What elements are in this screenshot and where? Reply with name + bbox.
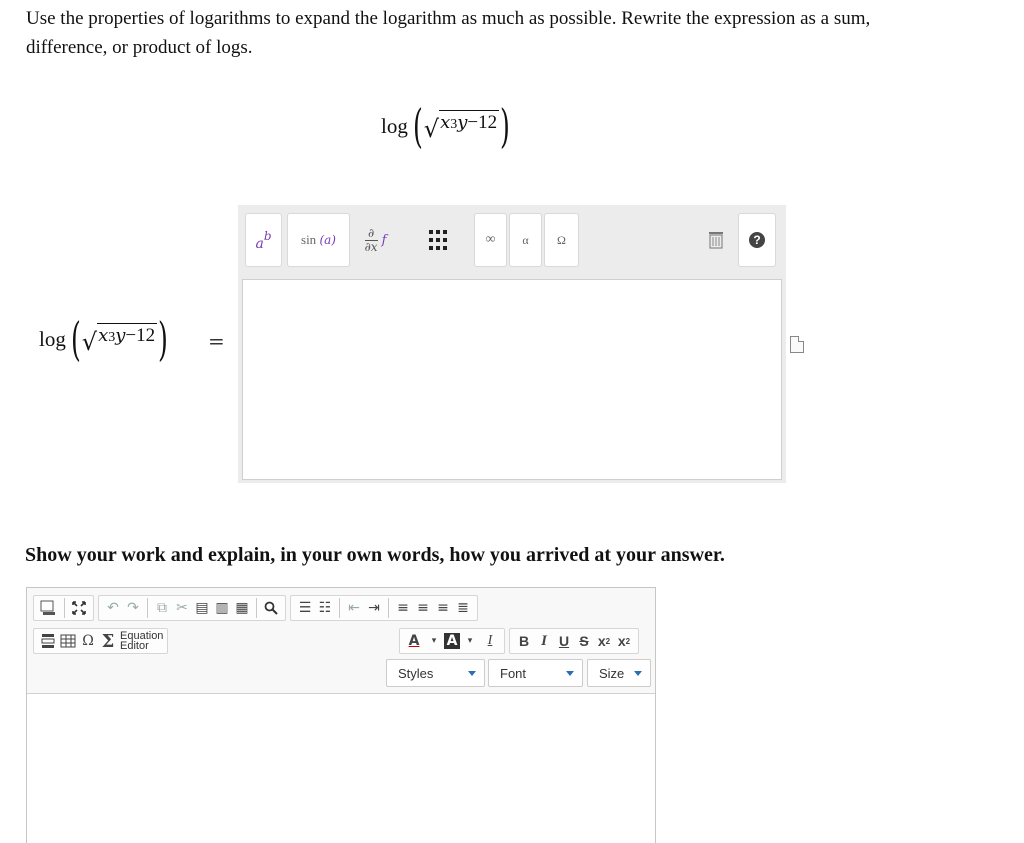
paragraph-group <box>290 595 478 621</box>
radicand-constant: −12 <box>467 112 498 133</box>
chevron-down-icon <box>634 671 642 676</box>
alpha-symbol: α <box>522 232 529 247</box>
size-label: Size <box>599 665 625 681</box>
matrix-icon <box>428 229 448 251</box>
power-exp: b <box>263 229 272 243</box>
edit-group <box>98 595 286 621</box>
superscript-x: x <box>617 633 626 649</box>
math-answer-input[interactable] <box>242 279 782 480</box>
log-function: log <box>39 326 66 351</box>
bulleted-list-icon[interactable]: ☷ <box>318 600 332 616</box>
undo-icon[interactable]: ↶ <box>107 600 119 616</box>
divider <box>147 598 148 618</box>
divider <box>64 598 65 618</box>
radicand <box>97 323 157 347</box>
sqrt-icon: √ <box>423 115 440 143</box>
insert-group <box>33 628 168 654</box>
chevron-down-icon <box>468 671 476 676</box>
toolbar-row-2-right <box>399 626 643 656</box>
radicand <box>439 110 499 134</box>
math-toolbar <box>238 205 786 275</box>
numbered-list-icon[interactable]: ☰ <box>298 600 312 616</box>
font-dropdown[interactable] <box>488 659 583 687</box>
equation-label-line2: Editor <box>120 640 149 652</box>
clear-button[interactable] <box>699 213 733 267</box>
divider <box>256 598 257 618</box>
divider <box>339 598 340 618</box>
italic-button[interactable]: I <box>541 632 547 649</box>
special-block-icon[interactable] <box>38 630 58 652</box>
math-input-panel <box>238 205 786 483</box>
underline-button[interactable]: U <box>558 633 570 649</box>
toolbar-row-1 <box>33 593 482 623</box>
radicand-constant: −12 <box>125 325 156 346</box>
styles-dropdown[interactable] <box>386 659 485 687</box>
toolbar-row-2 <box>33 626 172 656</box>
size-dropdown[interactable] <box>587 659 651 687</box>
equation-editor-label[interactable] <box>118 631 163 651</box>
deriv-function: f <box>381 232 387 248</box>
source-icon[interactable] <box>38 597 60 619</box>
omega-symbol: Ω <box>557 232 566 247</box>
clear-format-button[interactable]: I <box>487 633 493 648</box>
chevron-down-icon <box>566 671 574 676</box>
equation-label-line1: Equation <box>120 630 164 642</box>
editor-content-area[interactable] <box>27 695 655 843</box>
power-button[interactable] <box>245 213 282 267</box>
radicand-base: x <box>440 112 451 133</box>
superscript-button[interactable]: x 2 <box>617 633 631 649</box>
radicand-base: x <box>98 325 109 346</box>
given-expression <box>381 99 511 153</box>
paste-word-icon[interactable]: ▦ <box>235 600 249 616</box>
trash-icon <box>708 231 724 249</box>
indent-icon[interactable]: ⇥ <box>368 600 380 616</box>
derivative-button[interactable] <box>353 213 398 267</box>
deriv-numerator: ∂ <box>367 225 375 240</box>
source-group <box>33 595 94 621</box>
radicand-var: y <box>457 112 468 133</box>
equation-editor-button[interactable]: Σ <box>101 630 115 652</box>
derivative-fraction <box>365 227 378 254</box>
greek-lower-button[interactable] <box>509 213 542 267</box>
document-icon[interactable] <box>790 336 804 353</box>
bg-color-dropdown-icon[interactable]: ▾ <box>467 636 473 646</box>
help-icon: ? <box>749 232 765 248</box>
outdent-icon[interactable]: ⇤ <box>348 600 360 616</box>
answer-left-side <box>39 312 169 366</box>
right-paren: ) <box>158 312 169 366</box>
infinity-button[interactable] <box>474 213 507 267</box>
sin-label: sin <box>301 232 317 247</box>
find-icon[interactable] <box>261 597 281 619</box>
font-label: Font <box>500 665 527 681</box>
deriv-denominator: ∂x <box>364 239 378 254</box>
left-paren: ( <box>412 99 423 153</box>
bg-color-button[interactable]: A <box>444 633 460 649</box>
sqrt-icon: √ <box>81 328 98 356</box>
sin-arg: (a) <box>319 233 336 247</box>
align-left-icon[interactable]: ≡ <box>397 600 409 616</box>
paste-icon[interactable]: ▤ <box>195 600 209 616</box>
table-icon[interactable] <box>58 630 78 652</box>
subscript-x: x <box>597 633 606 649</box>
special-char-button[interactable]: Ω <box>82 633 94 649</box>
left-paren: ( <box>70 312 81 366</box>
align-right-icon[interactable]: ≡ <box>437 600 449 616</box>
infinity-symbol: ∞ <box>485 232 496 247</box>
basic-style-group <box>509 628 639 654</box>
radicand-var: y <box>115 325 126 346</box>
color-group <box>399 628 505 654</box>
strikethrough-button[interactable]: S <box>579 633 589 649</box>
right-paren: ) <box>500 99 511 153</box>
log-function: log <box>381 113 408 138</box>
styles-label: Styles <box>398 665 434 681</box>
align-center-icon[interactable]: ≡ <box>417 600 429 616</box>
work-instructions: Show your work and explain, in your own words, how you arrived at your answer. <box>25 544 725 566</box>
bold-button[interactable]: B <box>518 633 530 649</box>
cut-icon[interactable]: ✂ <box>176 600 188 616</box>
equals-sign: = <box>208 329 225 353</box>
justify-icon[interactable]: ≣ <box>457 600 469 616</box>
copy-icon[interactable]: ⧉ <box>157 600 167 616</box>
power-base: a <box>255 236 264 252</box>
greek-upper-button[interactable] <box>544 213 579 267</box>
radicand-exponent: 3 <box>450 117 458 132</box>
subscript-button[interactable]: x 2 <box>597 633 611 649</box>
matrix-button[interactable] <box>419 213 456 267</box>
help-button[interactable] <box>738 213 776 267</box>
trig-button[interactable] <box>287 213 350 267</box>
question-prompt: Use the properties of logarithms to expand the logarithm as much as possible. Rewrite the expression as a sum, difference, or product of logs. <box>26 8 871 58</box>
paste-text-icon[interactable]: ▥ <box>215 600 229 616</box>
text-color-button[interactable]: A <box>408 633 420 649</box>
work-editor <box>26 587 656 843</box>
redo-icon[interactable]: ↷ <box>127 600 139 616</box>
divider <box>388 598 389 618</box>
radicand-exponent: 3 <box>108 330 116 345</box>
maximize-icon[interactable] <box>69 597 89 619</box>
text-color-dropdown-icon[interactable]: ▾ <box>431 636 437 646</box>
